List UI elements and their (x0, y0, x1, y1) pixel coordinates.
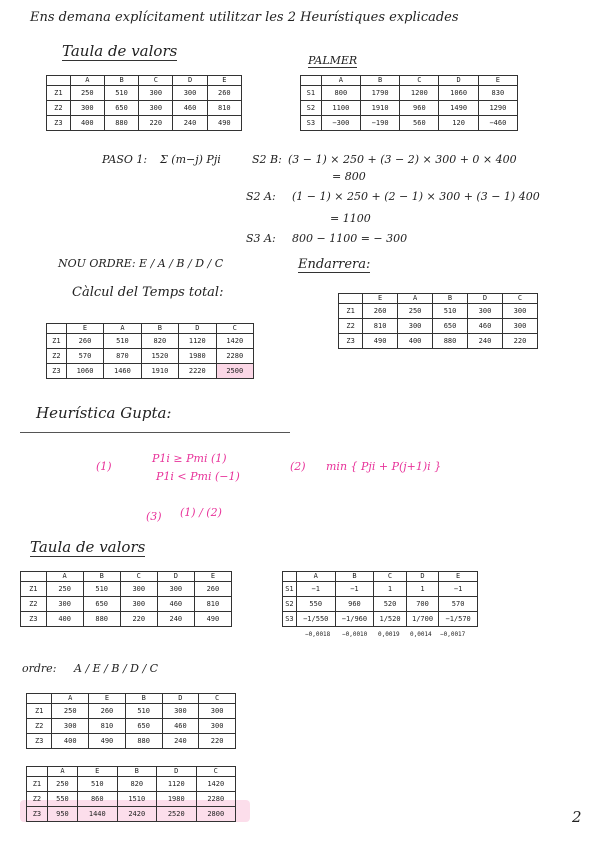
table-cell: 880 (433, 334, 468, 349)
final-order-table (26, 693, 236, 749)
table-cell: S1 (283, 582, 297, 597)
table-cell: −1 (335, 582, 374, 597)
table-cell: 510 (104, 334, 141, 349)
table-header-cell: D (157, 767, 196, 777)
table-cell: 810 (363, 319, 398, 334)
rule-1b: P1i < Pmi (−1) (156, 470, 240, 483)
section1-title: Taula de valors (62, 42, 178, 60)
table-cell: 120 (439, 116, 478, 131)
table-cell: 1 (406, 582, 438, 597)
table-cell: 1060 (66, 364, 103, 379)
table-cell: −1/960 (335, 612, 374, 627)
table-cell: 220 (502, 334, 537, 349)
table-cell: 300 (52, 719, 89, 734)
table-row (47, 101, 242, 116)
table-row (301, 86, 518, 101)
table-cell: 400 (70, 116, 104, 131)
table-cell: −1/550 (296, 612, 335, 627)
table-header-cell: D (439, 76, 478, 86)
table-header-cell (301, 76, 322, 86)
table-cell: 260 (207, 86, 241, 101)
table-header-cell: D (406, 572, 438, 582)
table-cell: 220 (139, 116, 173, 131)
table-cell: 1910 (141, 364, 178, 379)
table-row (301, 116, 518, 131)
table-cell: 1490 (439, 101, 478, 116)
paso-line-2-expr: (1 − 1) × 250 + (2 − 1) × 300 + (3 − 1) 400 (292, 190, 540, 203)
table-cell: 250 (47, 777, 77, 792)
table-header-cell (339, 294, 363, 304)
table-row (21, 612, 232, 627)
table-header-row (301, 76, 518, 86)
table-header-cell: B (117, 767, 156, 777)
table-row (27, 807, 236, 822)
table-row (47, 349, 254, 364)
table-header-cell: B (125, 694, 162, 704)
table-cell: 300 (162, 704, 199, 719)
table-cell: 950 (47, 807, 77, 822)
table-cell: 490 (207, 116, 241, 131)
table-cell: 820 (117, 777, 156, 792)
table-header-cell: C (120, 572, 157, 582)
gupta-title: Heurística Gupta: (36, 404, 172, 422)
values-table-2 (20, 571, 232, 627)
table-cell: 220 (199, 734, 236, 749)
paso-line-1-expr: = 800 (332, 170, 366, 183)
table-header-cell (47, 324, 67, 334)
table-cell: Z1 (21, 582, 47, 597)
calcul-table (46, 323, 254, 379)
annot-1: −0,0010 (342, 631, 368, 638)
table-cell: 560 (400, 116, 439, 131)
table-header-row (339, 294, 538, 304)
table-header-cell: C (400, 76, 439, 86)
rule-2-label: (2) (290, 460, 306, 473)
table-cell: 1910 (360, 101, 399, 116)
table-cell: 870 (104, 349, 141, 364)
table-cell: 400 (398, 334, 433, 349)
table-cell: 260 (363, 304, 398, 319)
table-cell: 2420 (117, 807, 156, 822)
table-header-row (47, 324, 254, 334)
table-cell: 250 (46, 582, 83, 597)
table-row (21, 582, 232, 597)
table-row (27, 777, 236, 792)
table-cell: 700 (406, 597, 438, 612)
table-header-cell: C (196, 767, 236, 777)
table-cell: 960 (335, 597, 374, 612)
table-header-cell: E (363, 294, 398, 304)
table-cell: Z3 (339, 334, 363, 349)
table-header-cell: D (179, 324, 216, 334)
table-cell: 830 (478, 86, 517, 101)
table-cell: 1510 (117, 792, 156, 807)
table-cell: 810 (207, 101, 241, 116)
table-cell: 570 (66, 349, 103, 364)
table-cell: −460 (478, 116, 517, 131)
table-cell: 520 (374, 597, 406, 612)
table-cell: 960 (400, 101, 439, 116)
table-cell: 300 (139, 86, 173, 101)
paso-line-4-expr: 800 − 1100 = − 300 (292, 232, 408, 245)
table-header-row (27, 767, 236, 777)
table-header-cell: C (502, 294, 537, 304)
table-cell: Z1 (47, 86, 71, 101)
table-header-cell: D (157, 572, 194, 582)
table-row (339, 334, 538, 349)
table-cell: 1520 (141, 349, 178, 364)
table-header-cell: E (439, 572, 478, 582)
table-cell: Z1 (47, 334, 67, 349)
table-cell: 260 (194, 582, 231, 597)
table-header-cell: C (374, 572, 406, 582)
table-cell: −1 (439, 582, 478, 597)
table-row (301, 101, 518, 116)
table-header-cell: B (141, 324, 178, 334)
table-cell: 2220 (179, 364, 216, 379)
table-cell: 1440 (78, 807, 117, 822)
table-cell: 300 (199, 719, 236, 734)
page-number: 2 (572, 808, 582, 826)
table-cell: 1100 (321, 101, 360, 116)
paso-line-0-id: S2 B: (252, 153, 282, 166)
table-cell: 300 (139, 101, 173, 116)
table-cell: 820 (141, 334, 178, 349)
table-row (47, 86, 242, 101)
table-cell: 490 (363, 334, 398, 349)
table-cell: 250 (70, 86, 104, 101)
table-cell: Z1 (27, 777, 48, 792)
page-header: Ens demana explícitament utilitzar les 2 Heurístiques explicades (30, 10, 459, 25)
gupta-divider (20, 432, 290, 433)
table-cell: Z2 (27, 792, 48, 807)
table-cell: 460 (468, 319, 503, 334)
table-header-cell: C (199, 694, 236, 704)
table-cell: 1120 (179, 334, 216, 349)
table-cell: 240 (173, 116, 207, 131)
table-cell: 1980 (179, 349, 216, 364)
table-cell: S3 (301, 116, 322, 131)
annot-4: −0,0017 (440, 631, 466, 638)
ordre-value: A / E / B / D / C (74, 662, 159, 675)
table-cell: 240 (162, 734, 199, 749)
table-cell: 650 (104, 101, 138, 116)
table-cell: 1/520 (374, 612, 406, 627)
table-cell: 1290 (478, 101, 517, 116)
table-cell: Z2 (21, 597, 47, 612)
table-header-row (47, 76, 242, 86)
annot-2: 0,0019 (378, 631, 400, 638)
annot-3: 0,0014 (410, 631, 432, 638)
table-header-cell (27, 767, 48, 777)
table-cell: 1790 (360, 86, 399, 101)
rule-1a: P1i ≥ Pmi (1) (152, 452, 227, 465)
calcul-title: Càlcul del Temps total: (72, 285, 224, 300)
table-header-cell: D (173, 76, 207, 86)
table-cell: 250 (398, 304, 433, 319)
table-cell: 2800 (196, 807, 236, 822)
table-cell: 300 (46, 597, 83, 612)
table-header-cell: E (89, 694, 126, 704)
table-cell: Z3 (27, 734, 52, 749)
table-cell: Z3 (47, 364, 67, 379)
table-row (283, 597, 478, 612)
paso-line-4-id: S3 A: (246, 232, 276, 245)
table-cell: 880 (125, 734, 162, 749)
table-header-cell: B (433, 294, 468, 304)
table-cell: 510 (104, 86, 138, 101)
table-header-cell: A (46, 572, 83, 582)
endarrera-title: Endarrera: (298, 257, 371, 272)
table-row (47, 116, 242, 131)
table-header-cell: A (52, 694, 89, 704)
table-header-cell: C (216, 324, 253, 334)
table-header-cell: E (194, 572, 231, 582)
table-cell: 240 (468, 334, 503, 349)
table-cell: 1980 (157, 792, 196, 807)
table-cell: Z2 (47, 349, 67, 364)
table-header-cell: B (335, 572, 374, 582)
table-cell: S2 (301, 101, 322, 116)
table-cell: 1 (374, 582, 406, 597)
values-table-1 (46, 75, 242, 131)
table-cell: 1200 (400, 86, 439, 101)
table-cell: 810 (194, 597, 231, 612)
table-cell: −1/570 (439, 612, 478, 627)
table-cell: Z2 (27, 719, 52, 734)
table-cell: 1460 (104, 364, 141, 379)
table-header-cell (283, 572, 297, 582)
table-cell: 460 (162, 719, 199, 734)
table-cell: 650 (125, 719, 162, 734)
table-header-cell: B (104, 76, 138, 86)
ordre-label: ordre: (22, 662, 57, 675)
table-header-cell: B (83, 572, 120, 582)
table-header-cell: A (398, 294, 433, 304)
table-cell: 300 (70, 101, 104, 116)
table-cell: Z1 (27, 704, 52, 719)
table-cell: −1 (296, 582, 335, 597)
table-cell: 800 (321, 86, 360, 101)
table-cell: 2500 (216, 364, 253, 379)
table-header-cell: A (104, 324, 141, 334)
table-header-cell: D (162, 694, 199, 704)
section2-title: Taula de valors (30, 538, 146, 556)
table-cell: S2 (283, 597, 297, 612)
table-cell: 1420 (196, 777, 236, 792)
table-cell: 240 (157, 612, 194, 627)
table-cell: 2280 (216, 349, 253, 364)
table-header-cell: A (296, 572, 335, 582)
table-cell: 1120 (157, 777, 196, 792)
table-cell: 1/700 (406, 612, 438, 627)
table-cell: 300 (157, 582, 194, 597)
paso-line-2-id: S2 A: (246, 190, 276, 203)
table-cell: 300 (502, 319, 537, 334)
table-cell: −300 (321, 116, 360, 131)
table-cell: 460 (157, 597, 194, 612)
endarrera-table (338, 293, 538, 349)
table-cell: 880 (83, 612, 120, 627)
paso-line-0-expr: (3 − 1) × 250 + (3 − 2) × 300 + 0 × 400 (288, 153, 517, 166)
table-row (21, 597, 232, 612)
table-cell: 2280 (196, 792, 236, 807)
table-cell: 260 (66, 334, 103, 349)
table-row (27, 792, 236, 807)
table-cell: 220 (120, 612, 157, 627)
table-header-row (27, 694, 236, 704)
table-cell: 490 (89, 734, 126, 749)
table-cell: 550 (296, 597, 335, 612)
table-cell: 300 (199, 704, 236, 719)
table-cell: S3 (283, 612, 297, 627)
table-cell: 300 (120, 582, 157, 597)
paso-formula: Σ (m−j) Pji (160, 153, 221, 166)
paso-line-3-expr: = 1100 (330, 212, 371, 225)
table-cell: 510 (78, 777, 117, 792)
table-header-cell: E (78, 767, 117, 777)
table-cell: 510 (83, 582, 120, 597)
table-cell: 550 (47, 792, 77, 807)
table-cell: 250 (52, 704, 89, 719)
table-cell: Z2 (339, 319, 363, 334)
table-cell: 1060 (439, 86, 478, 101)
nou-ordre: NOU ORDRE: E / A / B / D / C (58, 257, 224, 270)
table-cell: Z3 (47, 116, 71, 131)
table-header-cell (47, 76, 71, 86)
table-cell: 260 (89, 704, 126, 719)
table-header-cell: E (207, 76, 241, 86)
table-cell: 300 (173, 86, 207, 101)
table-cell: 510 (125, 704, 162, 719)
table-cell: −190 (360, 116, 399, 131)
table-header-cell: E (478, 76, 517, 86)
final-time-table (26, 766, 236, 822)
paso-label: PASO 1: (102, 153, 148, 166)
table-cell: 300 (468, 304, 503, 319)
table-cell: S1 (301, 86, 322, 101)
table-cell: 300 (120, 597, 157, 612)
table-cell: Z3 (27, 807, 48, 822)
annot-0: −0,0018 (305, 631, 331, 638)
table-cell: 510 (433, 304, 468, 319)
table-cell: Z2 (47, 101, 71, 116)
palmer-table (300, 75, 518, 131)
table-header-cell: A (70, 76, 104, 86)
table-cell: 570 (439, 597, 478, 612)
table-row (339, 304, 538, 319)
table-cell: 460 (173, 101, 207, 116)
table-cell: 2520 (157, 807, 196, 822)
table-cell: 880 (104, 116, 138, 131)
table-header-row (21, 572, 232, 582)
table-cell: 490 (194, 612, 231, 627)
table-row (27, 734, 236, 749)
table-row (283, 612, 478, 627)
table-row (47, 364, 254, 379)
table-cell: 300 (502, 304, 537, 319)
rule-2: min { Pji + P(j+1)i } (326, 460, 442, 473)
table-row (47, 334, 254, 349)
table-cell: 860 (78, 792, 117, 807)
table-cell: 1420 (216, 334, 253, 349)
rule-3-label: (3) (146, 510, 162, 523)
table-cell: 650 (433, 319, 468, 334)
rule-1-label: (1) (96, 460, 112, 473)
palmer-title: PALMER (308, 54, 358, 67)
table-row (27, 704, 236, 719)
table-cell: 300 (398, 319, 433, 334)
table-cell: Z1 (339, 304, 363, 319)
table-header-row (283, 572, 478, 582)
table-row (339, 319, 538, 334)
table-row (283, 582, 478, 597)
rule-3: (1) / (2) (180, 506, 222, 519)
table-header-cell (27, 694, 52, 704)
table-header-cell: E (66, 324, 103, 334)
table-cell: 650 (83, 597, 120, 612)
table-row (27, 719, 236, 734)
table-cell: 810 (89, 719, 126, 734)
s-table (282, 571, 478, 627)
table-header-cell: B (360, 76, 399, 86)
table-header-cell: A (321, 76, 360, 86)
table-cell: Z3 (21, 612, 47, 627)
table-header-cell (21, 572, 47, 582)
table-header-cell: A (47, 767, 77, 777)
table-header-cell: C (139, 76, 173, 86)
table-cell: 400 (46, 612, 83, 627)
table-header-cell: D (468, 294, 503, 304)
table-cell: 400 (52, 734, 89, 749)
